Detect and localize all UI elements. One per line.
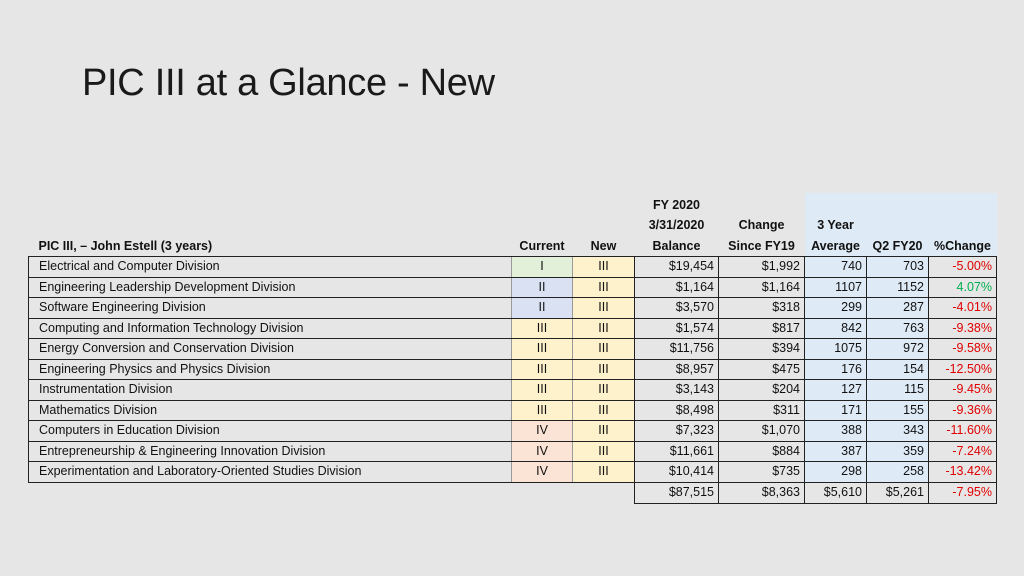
q2-fy20-value: 703 <box>867 257 929 278</box>
three-year-average: 171 <box>805 400 867 421</box>
q2-fy20-value: 343 <box>867 421 929 442</box>
pct-change: -5.00% <box>929 257 997 278</box>
table-row <box>29 359 997 380</box>
change-header-line2: Since FY19 <box>719 235 805 257</box>
avg-header-line1: 3 Year <box>805 215 867 235</box>
q2-fy20-value: 258 <box>867 462 929 483</box>
change-value: $204 <box>719 380 805 401</box>
q2-column-header: Q2 FY20 <box>867 235 929 257</box>
balance-header-line2: 3/31/2020 <box>648 218 705 232</box>
division-name: Entrepreneurship & Engineering Innovation Division <box>29 441 512 462</box>
three-year-average: 1075 <box>805 339 867 360</box>
pct-change: -9.45% <box>929 380 997 401</box>
balance-value: $10,414 <box>635 462 719 483</box>
change-value: $394 <box>719 339 805 360</box>
new-tier: III <box>573 277 635 298</box>
pct-change: -4.01% <box>929 298 997 319</box>
q2-fy20-value: 1152 <box>867 277 929 298</box>
q2-fy20-value: 359 <box>867 441 929 462</box>
new-tier: III <box>573 298 635 319</box>
q2-fy20-value: 154 <box>867 359 929 380</box>
change-value: $318 <box>719 298 805 319</box>
new-tier: III <box>573 257 635 278</box>
balance-value: $3,570 <box>635 298 719 319</box>
current-tier: IV <box>512 421 573 442</box>
table-row <box>29 380 997 401</box>
balance-value: $1,164 <box>635 277 719 298</box>
current-tier: II <box>512 277 573 298</box>
three-year-average: 388 <box>805 421 867 442</box>
balance-value: $8,957 <box>635 359 719 380</box>
table-row <box>29 277 997 298</box>
three-year-average: 740 <box>805 257 867 278</box>
pct-change: -11.60% <box>929 421 997 442</box>
pct-change: -7.24% <box>929 441 997 462</box>
q2-fy20-value: 763 <box>867 318 929 339</box>
new-tier: III <box>573 400 635 421</box>
division-name: Engineering Leadership Development Division <box>29 277 512 298</box>
table-row <box>29 318 997 339</box>
pct-change: -12.50% <box>929 359 997 380</box>
division-name: Instrumentation Division <box>29 380 512 401</box>
table-row <box>29 462 997 483</box>
division-name: Computing and Information Technology Division <box>29 318 512 339</box>
slide-title: PIC III at a Glance - New <box>82 62 495 104</box>
current-tier: III <box>512 400 573 421</box>
balance-value: $11,661 <box>635 441 719 462</box>
total-pct-change: -7.95% <box>929 482 997 503</box>
total-q2: $5,261 <box>867 482 929 503</box>
balance-header-line3: Balance <box>635 235 719 257</box>
pct-change: 4.07% <box>929 277 997 298</box>
division-name: Computers in Education Division <box>29 421 512 442</box>
new-tier: III <box>573 380 635 401</box>
change-value: $1,070 <box>719 421 805 442</box>
change-value: $884 <box>719 441 805 462</box>
change-value: $817 <box>719 318 805 339</box>
pct-change: -9.36% <box>929 400 997 421</box>
q2-fy20-value: 155 <box>867 400 929 421</box>
three-year-average: 176 <box>805 359 867 380</box>
q2-fy20-value: 972 <box>867 339 929 360</box>
pct-change: -9.38% <box>929 318 997 339</box>
balance-value: $19,454 <box>635 257 719 278</box>
three-year-average: 299 <box>805 298 867 319</box>
change-value: $735 <box>719 462 805 483</box>
division-name: Mathematics Division <box>29 400 512 421</box>
change-value: $475 <box>719 359 805 380</box>
new-tier: III <box>573 359 635 380</box>
division-table <box>28 193 997 504</box>
total-avg: $5,610 <box>805 482 867 503</box>
new-tier: III <box>573 462 635 483</box>
new-tier: III <box>573 339 635 360</box>
name-column-header: PIC III, – John Estell (3 years) <box>29 235 512 257</box>
avg-header-line2: Average <box>805 235 867 257</box>
division-name: Electrical and Computer Division <box>29 257 512 278</box>
three-year-average: 298 <box>805 462 867 483</box>
new-tier: III <box>573 318 635 339</box>
division-name: Energy Conversion and Conservation Division <box>29 339 512 360</box>
current-tier: III <box>512 359 573 380</box>
new-tier: III <box>573 421 635 442</box>
table-row <box>29 257 997 278</box>
balance-value: $8,498 <box>635 400 719 421</box>
current-tier: III <box>512 380 573 401</box>
current-tier: II <box>512 298 573 319</box>
pct-column-header: %Change <box>929 235 997 257</box>
table-row <box>29 339 997 360</box>
total-balance: $87,515 <box>635 482 719 503</box>
new-tier: III <box>573 441 635 462</box>
current-tier: IV <box>512 441 573 462</box>
three-year-average: 127 <box>805 380 867 401</box>
three-year-average: 842 <box>805 318 867 339</box>
three-year-average: 1107 <box>805 277 867 298</box>
table-row <box>29 298 997 319</box>
table-row <box>29 400 997 421</box>
pct-change: -13.42% <box>929 462 997 483</box>
division-name: Engineering Physics and Physics Division <box>29 359 512 380</box>
change-header-line1: Change <box>738 218 785 232</box>
division-name: Software Engineering Division <box>29 298 512 319</box>
table-row <box>29 421 997 442</box>
current-tier: I <box>512 257 573 278</box>
balance-header-line1: FY 2020 <box>652 198 701 212</box>
pct-change: -9.58% <box>929 339 997 360</box>
three-year-average: 387 <box>805 441 867 462</box>
table-row <box>29 441 997 462</box>
current-tier: IV <box>512 462 573 483</box>
q2-fy20-value: 287 <box>867 298 929 319</box>
q2-fy20-value: 115 <box>867 380 929 401</box>
change-value: $1,992 <box>719 257 805 278</box>
change-value: $1,164 <box>719 277 805 298</box>
balance-value: $3,143 <box>635 380 719 401</box>
division-name: Experimentation and Laboratory-Oriented Studies Division <box>29 462 512 483</box>
change-value: $311 <box>719 400 805 421</box>
balance-value: $1,574 <box>635 318 719 339</box>
new-column-header: New <box>573 235 635 257</box>
balance-value: $11,756 <box>635 339 719 360</box>
current-tier: III <box>512 339 573 360</box>
current-tier: III <box>512 318 573 339</box>
balance-value: $7,323 <box>635 421 719 442</box>
current-column-header: Current <box>512 235 573 257</box>
total-change: $8,363 <box>719 482 805 503</box>
